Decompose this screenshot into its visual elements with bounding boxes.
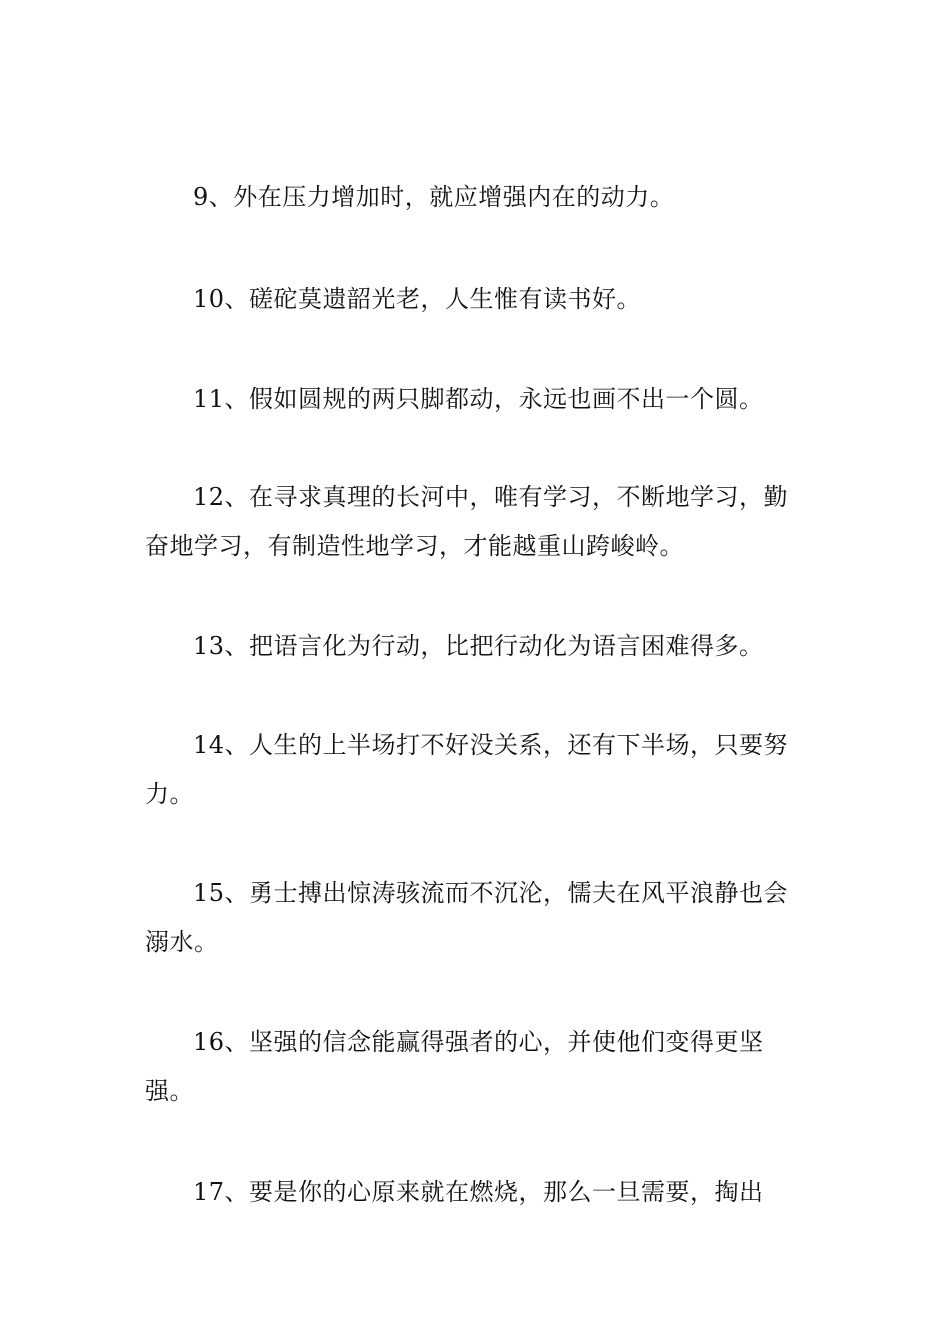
paragraph-17: 17、要是你的心原来就在燃烧，那么一旦需要，掏出 bbox=[193, 1178, 764, 1206]
paragraph-13: 13、把语言化为行动，比把行动化为语言困难得多。 bbox=[193, 632, 764, 660]
paragraph-14: 14、人生的上半场打不好没关系，还有下半场，只要努力。 bbox=[145, 731, 789, 808]
paragraph-9: 9、外在压力增加时，就应增强内在的动力。 bbox=[193, 183, 675, 211]
paragraph-10: 10、磋砣莫遗韶光老，人生惟有读书好。 bbox=[193, 285, 642, 313]
paragraph-11: 11、假如圆规的两只脚都动，永远也画不出一个圆。 bbox=[193, 385, 764, 413]
paragraph-12: 12、在寻求真理的长河中，唯有学习，不断地学习，勤奋地学习，有制造性地学习，才能越重山跨峻岭。 bbox=[145, 483, 789, 560]
paragraph-16: 16、坚强的信念能赢得强者的心，并使他们变得更坚强。 bbox=[145, 1028, 764, 1105]
paragraph-15: 15、勇士搏出惊涛骇流而不沉沦，懦夫在风平浪静也会溺水。 bbox=[145, 879, 789, 956]
